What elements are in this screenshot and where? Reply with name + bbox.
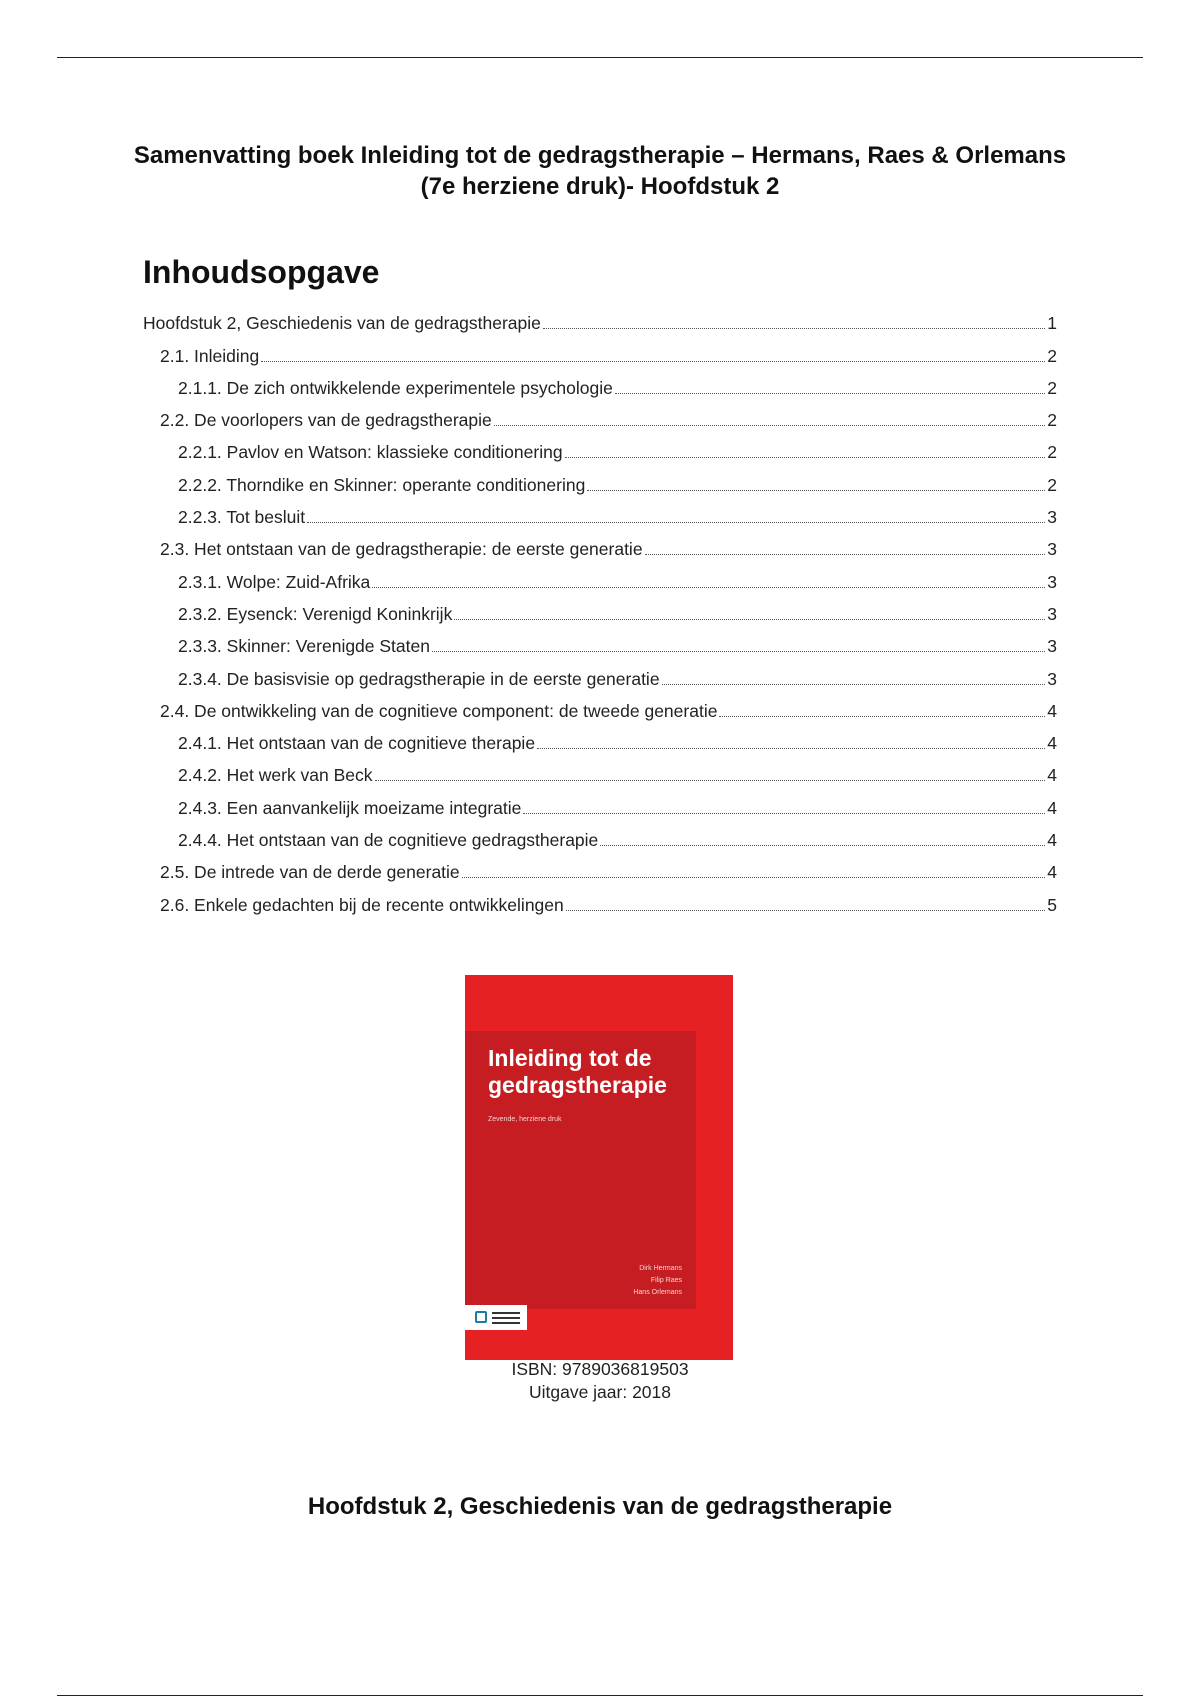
logo-mark <box>475 1311 487 1323</box>
toc-entry[interactable] <box>143 302 1057 334</box>
toc-entry-title: 2.2. De voorlopers van de gedragstherapie <box>160 410 492 431</box>
toc-entry-title: Hoofdstuk 2, Geschiedenis van de gedragstherapie <box>143 313 541 334</box>
toc-entry[interactable] <box>143 851 1057 883</box>
toc-entry[interactable] <box>143 593 1057 625</box>
toc-entry-page: 2 <box>1047 410 1057 431</box>
toc-heading: Inhoudsopgave <box>143 254 380 290</box>
publication-info <box>400 1358 800 1404</box>
toc-entry-page: 3 <box>1047 603 1057 624</box>
toc-entry[interactable] <box>143 754 1057 786</box>
table-of-contents <box>143 302 1057 916</box>
cover-title-line-2: gedragstherapie <box>488 1072 667 1098</box>
toc-entry[interactable] <box>143 334 1057 366</box>
publication-year: Uitgave jaar: 2018 <box>528 1382 672 1402</box>
toc-entry-title: 2.6. Enkele gedachten bij de recente ontwikkelingen <box>160 894 564 915</box>
toc-entry-title: 2.3.2. Eysenck: Verenigd Koninkrijk <box>178 603 453 624</box>
document-title: Samenvatting boek Inleiding tot de gedragstherapie – Hermans, Raes & Orlemans (7e herziene druk)- Hoofdstuk 2 <box>133 142 1067 200</box>
toc-dot-leader <box>432 650 1045 652</box>
toc-entry-title: 2.1. Inleiding <box>160 345 260 366</box>
cover-author: Filip Raes <box>650 1277 682 1284</box>
cover-author: Dirk Hermans <box>639 1265 682 1272</box>
toc-entry[interactable] <box>143 657 1057 689</box>
toc-dot-leader <box>615 392 1045 394</box>
toc-entry-page: 2 <box>1047 377 1057 398</box>
toc-entry-title: 2.4.4. Het ontstaan van de cognitieve gedragstherapie <box>178 830 599 851</box>
toc-entry-title: 2.2.1. Pavlov en Watson: klassieke conditionering <box>178 442 563 463</box>
toc-entry-title: 2.4. De ontwikkeling van de cognitieve component: de tweede generatie <box>160 700 718 721</box>
toc-dot-leader <box>565 456 1045 458</box>
toc-entry-page: 4 <box>1047 700 1057 721</box>
toc-entry-page: 3 <box>1047 507 1057 528</box>
toc-dot-leader <box>719 715 1045 717</box>
book-cover-image <box>465 975 733 1360</box>
toc-dot-leader <box>523 812 1045 814</box>
toc-entry-page: 4 <box>1047 733 1057 754</box>
toc-entry[interactable] <box>143 367 1057 399</box>
toc-dot-leader <box>566 909 1045 911</box>
toc-dot-leader <box>462 876 1045 878</box>
toc-entry[interactable] <box>143 625 1057 657</box>
toc-entry-title: 2.5. De intrede van de derde generatie <box>160 862 460 883</box>
toc-entry[interactable] <box>143 883 1057 915</box>
toc-entry[interactable] <box>143 528 1057 560</box>
toc-entry[interactable] <box>143 399 1057 431</box>
toc-entry-title: 2.2.3. Tot besluit <box>178 507 306 528</box>
toc-entry-page: 3 <box>1047 636 1057 657</box>
cover-authors <box>633 1263 682 1299</box>
toc-dot-leader <box>543 327 1045 329</box>
toc-entry[interactable] <box>143 560 1057 592</box>
cover-panel <box>465 1031 696 1309</box>
toc-entry-page: 5 <box>1047 894 1057 915</box>
chapter-heading: Hoofdstuk 2, Geschiedenis van de gedragstherapie <box>307 1493 893 1520</box>
bottom-rule <box>57 1695 1143 1696</box>
toc-dot-leader <box>261 360 1045 362</box>
toc-entry-page: 4 <box>1047 797 1057 818</box>
toc-dot-leader <box>375 779 1045 781</box>
toc-entry-title: 2.3.3. Skinner: Verenigde Staten <box>178 636 430 657</box>
toc-entry-title: 2.2.2. Thorndike en Skinner: operante conditionering <box>178 474 586 495</box>
publisher-logo-icon <box>465 1305 527 1330</box>
toc-entry-title: 2.1.1. De zich ontwikkelende experimentele psychologie <box>178 377 613 398</box>
toc-entry-page: 4 <box>1047 862 1057 883</box>
toc-entry-title: 2.4.3. Een aanvankelijk moeizame integratie <box>178 797 522 818</box>
logo-wordmark <box>492 1312 520 1327</box>
toc-entry-title: 2.3.1. Wolpe: Zuid-Afrika <box>178 571 371 592</box>
toc-dot-leader <box>645 553 1045 555</box>
toc-entry-title: 2.3. Het ontstaan van de gedragstherapie: de eerste generatie <box>160 539 643 560</box>
toc-dot-leader <box>454 618 1045 620</box>
toc-dot-leader <box>600 844 1045 846</box>
toc-entry[interactable] <box>143 722 1057 754</box>
toc-entry[interactable] <box>143 819 1057 851</box>
toc-entry-page: 3 <box>1047 571 1057 592</box>
cover-title <box>488 1045 688 1099</box>
toc-entry-page: 2 <box>1047 442 1057 463</box>
toc-dot-leader <box>587 489 1045 491</box>
toc-entry-page: 2 <box>1047 474 1057 495</box>
toc-entry-page: 3 <box>1047 539 1057 560</box>
toc-entry-page: 2 <box>1047 345 1057 366</box>
cover-author: Hans Orlemans <box>633 1289 682 1296</box>
toc-entry[interactable] <box>143 463 1057 495</box>
toc-entry-page: 3 <box>1047 668 1057 689</box>
toc-entry-title: 2.3.4. De basisvisie op gedragstherapie in de eerste generatie <box>178 668 660 689</box>
toc-dot-leader <box>494 424 1045 426</box>
toc-entry[interactable] <box>143 786 1057 818</box>
toc-entry-title: 2.4.1. Het ontstaan van de cognitieve therapie <box>178 733 536 754</box>
toc-entry-page: 1 <box>1047 313 1057 334</box>
top-rule <box>57 57 1143 58</box>
toc-entry-page: 4 <box>1047 765 1057 786</box>
toc-entry[interactable] <box>143 496 1057 528</box>
toc-entry[interactable] <box>143 431 1057 463</box>
cover-title-line-1: Inleiding tot de <box>488 1045 652 1071</box>
toc-entry[interactable] <box>143 690 1057 722</box>
toc-dot-leader <box>307 521 1045 523</box>
toc-dot-leader <box>662 683 1045 685</box>
toc-entry-page: 4 <box>1047 830 1057 851</box>
cover-edition: Zevende, herziene druk <box>488 1116 562 1123</box>
toc-dot-leader <box>372 586 1045 588</box>
isbn-text: ISBN: 9789036819503 <box>511 1359 689 1379</box>
toc-entry-title: 2.4.2. Het werk van Beck <box>178 765 373 786</box>
toc-dot-leader <box>537 747 1045 749</box>
